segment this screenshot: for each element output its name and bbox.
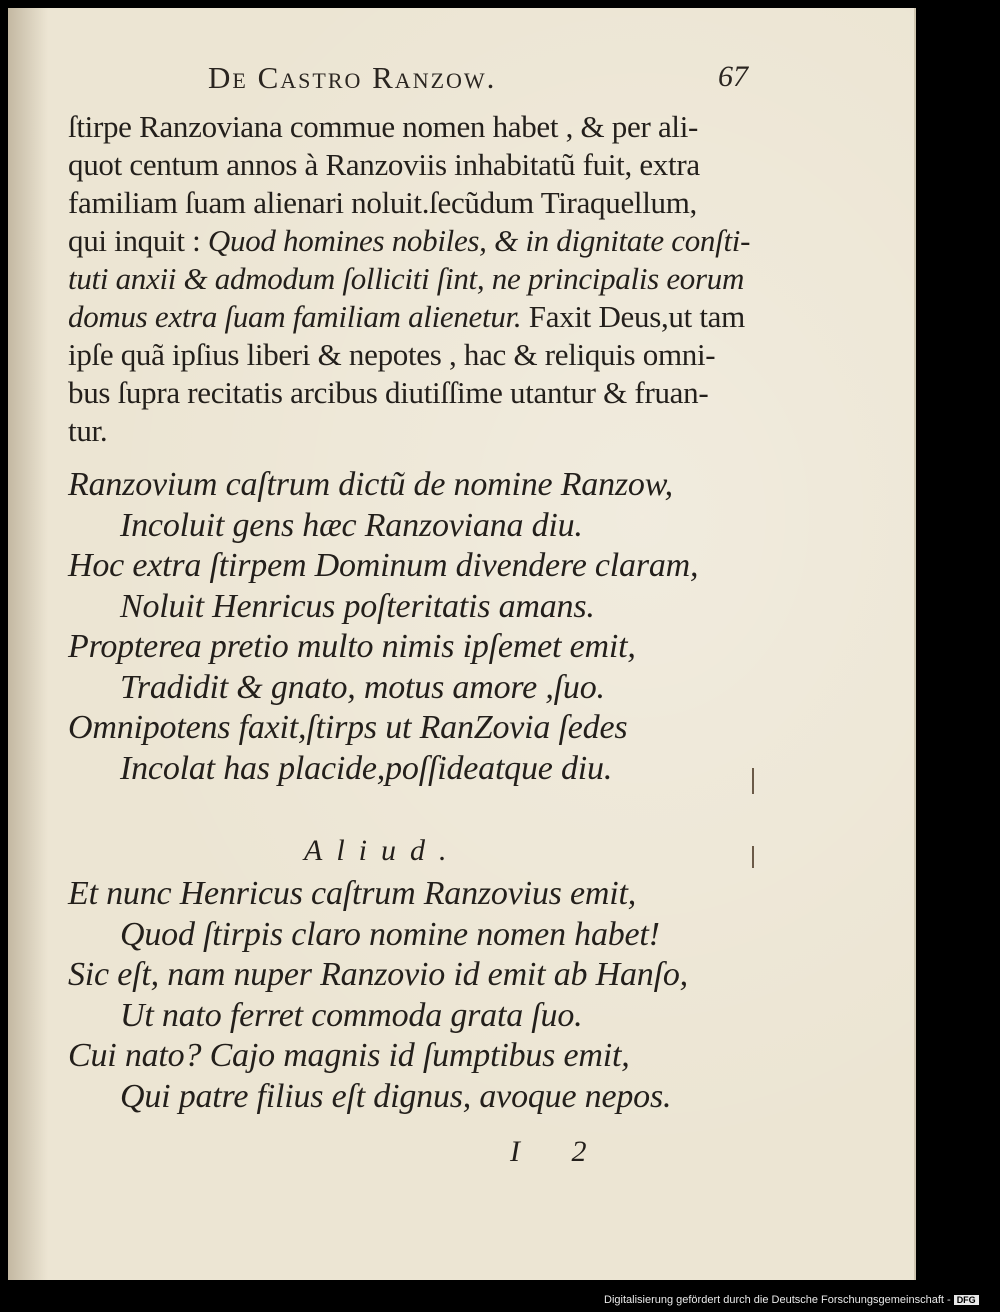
prose-line: bus ſupra recitatis arcibus diutiſſime utantur & fruan- — [68, 375, 709, 410]
running-title: De Castro Ranzow. — [208, 60, 497, 95]
quotation-text: Quod homines nobiles, & in dignitate conſti- — [207, 223, 751, 258]
verse-line: Ut nato ferret commoda grata ſuo. — [120, 996, 583, 1034]
page-number: 67 — [718, 60, 748, 93]
verse-line: Tradidit & gnato, motus amore ,ſuo. — [120, 668, 605, 706]
book-page — [8, 8, 916, 1280]
prose-line: tur. — [68, 413, 108, 448]
verse-line: Hoc extra ſtirpem Dominum divendere claram, — [68, 547, 699, 584]
section-heading: Aliud. — [304, 834, 461, 867]
verse-line: Ranzovium caſtrum dictũ de nomine Ranzow, — [68, 466, 673, 503]
verse-line: Quod ſtirpis claro nomine nomen habet! — [120, 915, 660, 953]
verse-line: Noluit Henricus poſteritatis amans. — [120, 587, 595, 625]
margin-mark — [752, 768, 754, 794]
page-header — [208, 60, 748, 100]
poem-second — [68, 874, 768, 1117]
prose-line: ipſe quã ipſius liberi & nepotes , hac & reliquis omni- — [68, 337, 716, 372]
prose-line: ſtirpe Ranzoviana commue nomen habet , & per ali- — [68, 109, 699, 144]
prose-paragraph — [68, 108, 751, 450]
prose-text: Faxit Deus,ut tam — [528, 299, 745, 334]
footer-text: Digitalisierung gefördert durch die Deutsche Forschungsgemeinschaft - — [604, 1294, 951, 1306]
verse-line: Incolat has placide,poſſideatque diu. — [120, 749, 613, 787]
prose-line — [68, 298, 748, 336]
verse-line: Sic eſt, nam nuper Ranzovio id emit ab Hanſo, — [68, 956, 688, 993]
verse-line: Cui nato? Cajo magnis id ſumptibus emit, — [68, 1037, 630, 1074]
verse-line: Incoluit gens hæc Ranzoviana diu. — [120, 506, 583, 544]
prose-line: tuti anxii & admodum ſolliciti ſint, ne principalis eorum — [68, 261, 745, 296]
prose-line: familiam ſuam alienari noluit.ſecũdum Tiraquellum, — [68, 185, 697, 220]
quotation-text: domus extra ſuam familiam alienetur. — [68, 299, 529, 334]
digitization-footer — [604, 1294, 979, 1306]
verse-line: Propterea pretio multo nimis ipſemet emit, — [68, 628, 636, 665]
verse-line: Qui patre filius eſt dignus, avoque nepos. — [120, 1077, 672, 1115]
prose-line: quot centum annos à Ranzoviis inhabitatũ fuit, extra — [68, 147, 700, 182]
dfg-logo-icon: DFG — [954, 1295, 979, 1305]
verse-line: Et nunc Henricus caſtrum Ranzovius emit, — [68, 875, 637, 912]
poem-first — [68, 465, 768, 789]
margin-mark — [752, 846, 754, 868]
signature-mark: I 2 — [510, 1135, 609, 1168]
verse-line: Omnipotens faxit,ſtirps ut RanZovia ſedes — [68, 709, 628, 746]
prose-text: qui inquit : — [68, 223, 208, 258]
prose-line — [68, 222, 751, 260]
